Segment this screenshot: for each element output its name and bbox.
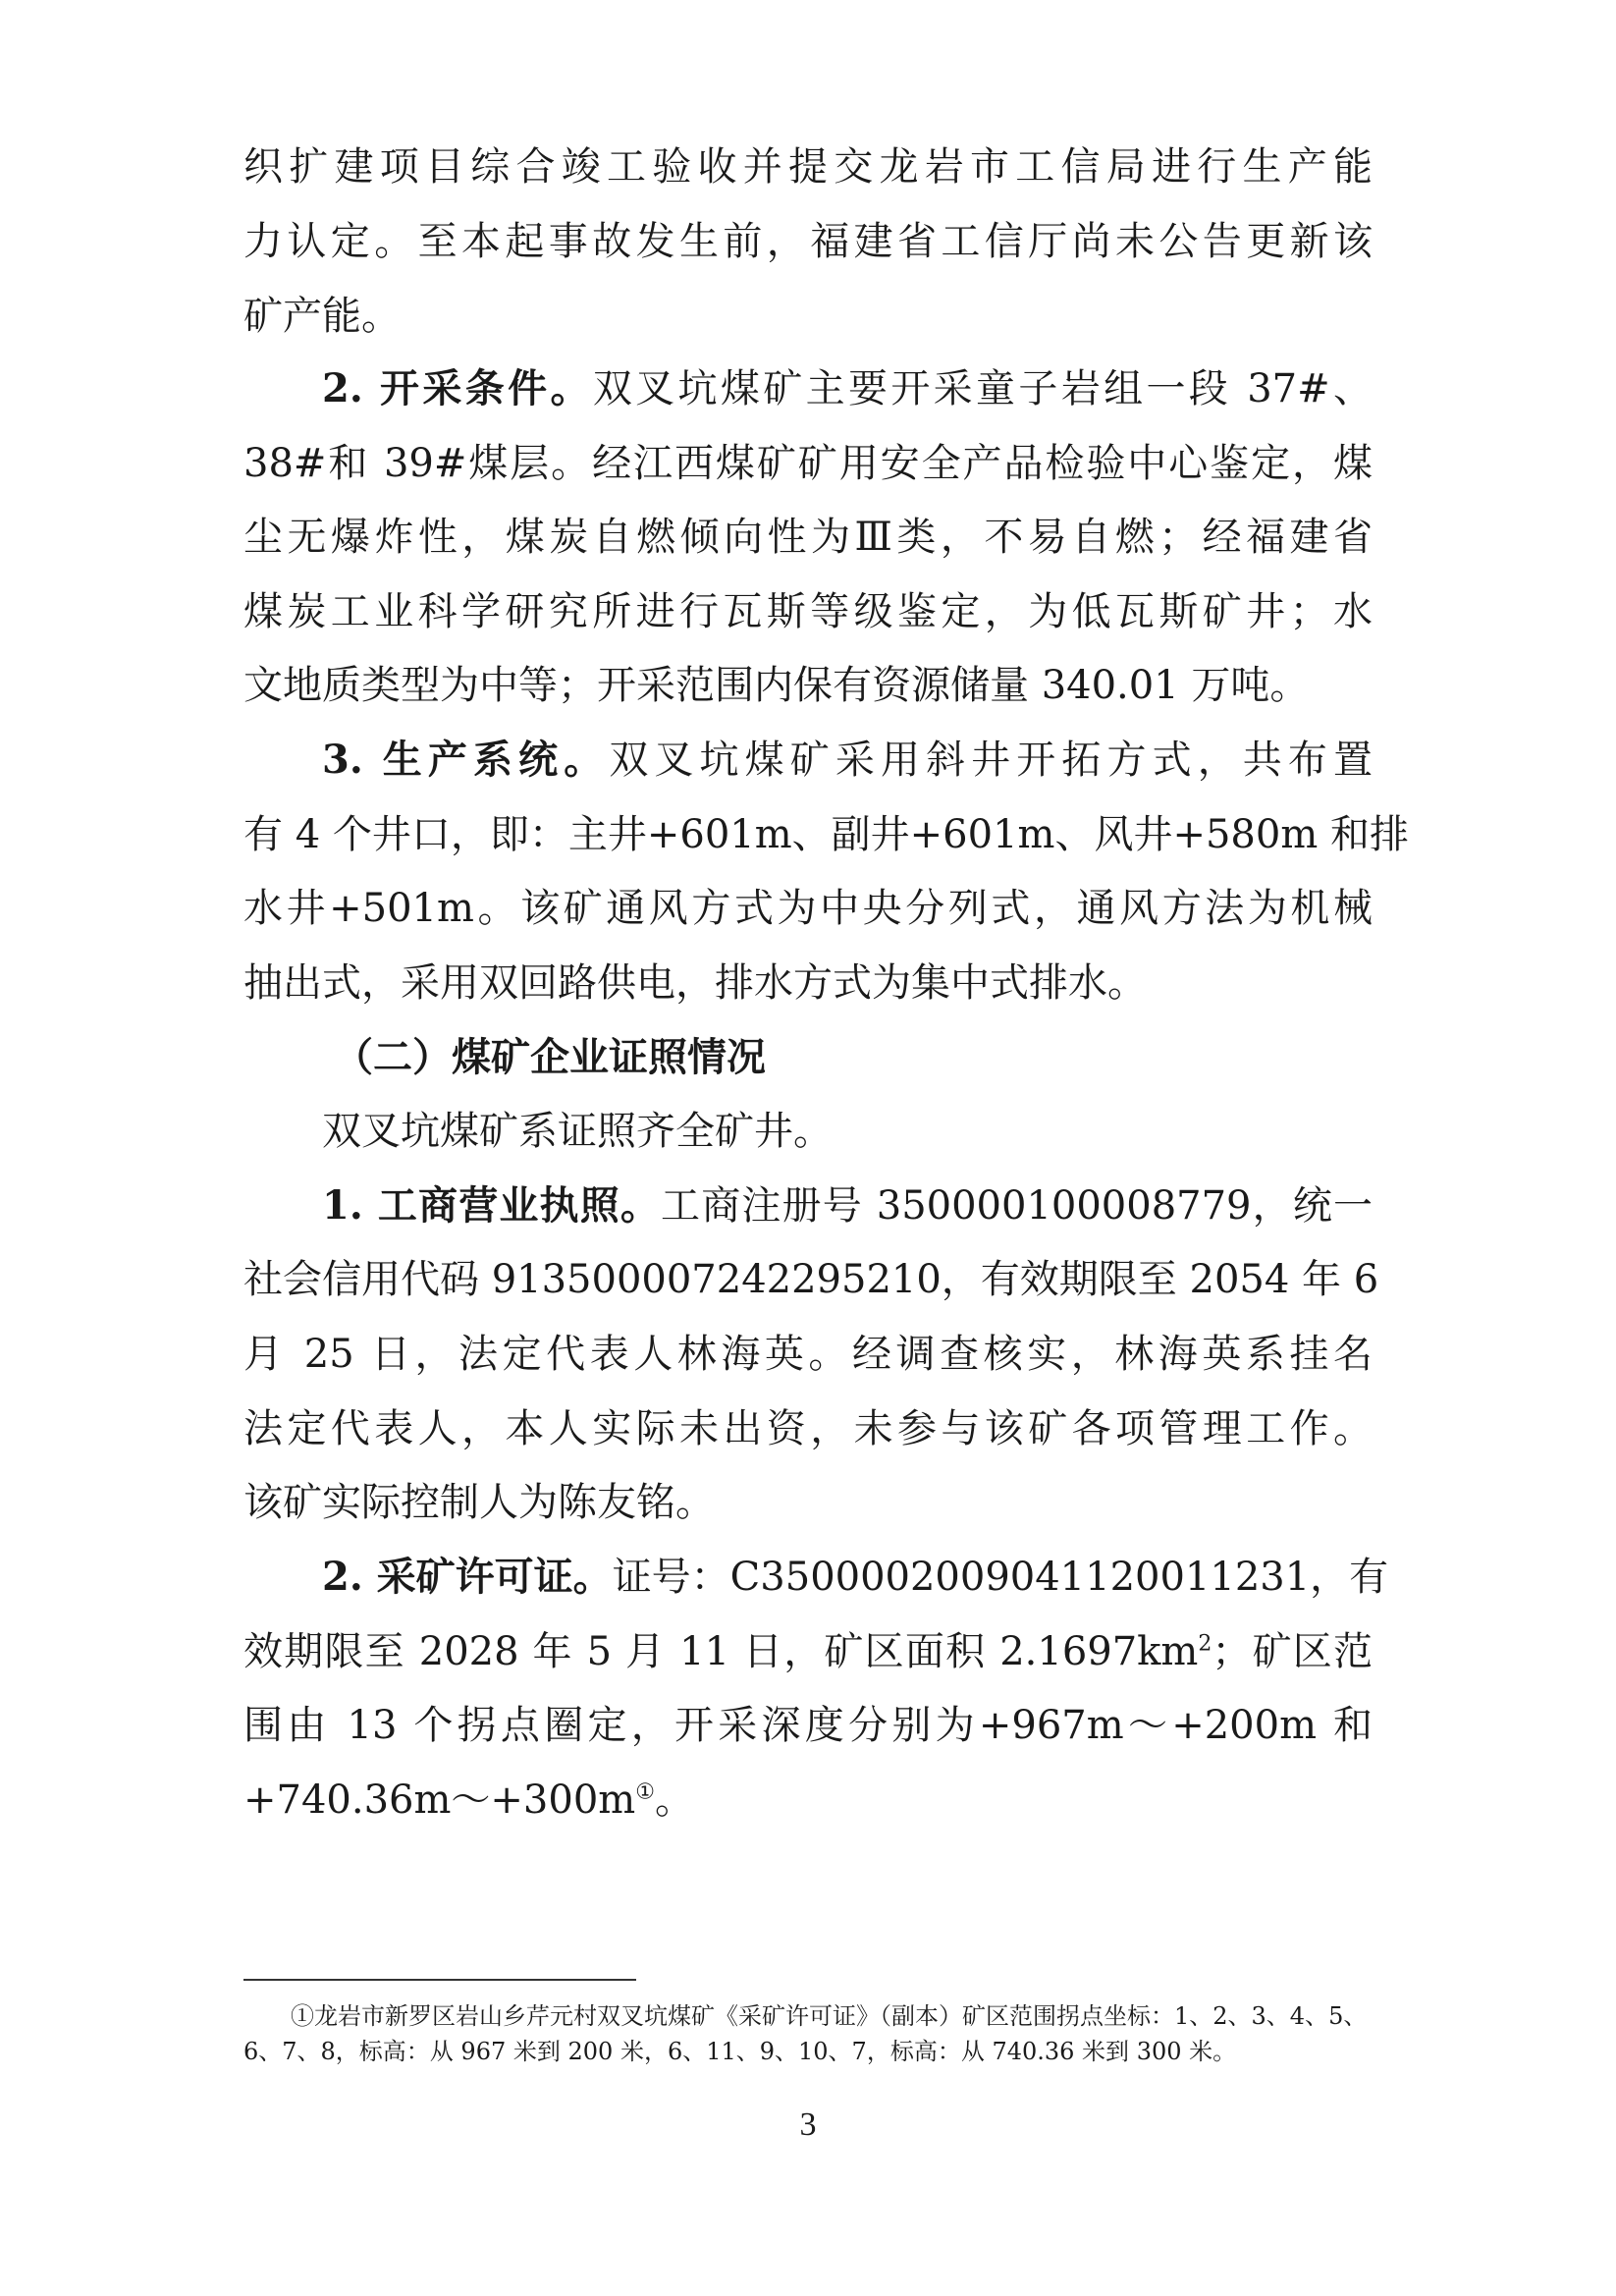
body-text-line: 织扩建项目综合竣工验收并提交龙岩市工信局进行生产能 <box>243 144 1373 190</box>
section-heading: （二）煤矿企业证照情况 <box>334 1034 766 1080</box>
body-text-fragment: 双叉坑煤矿主要开采童子岩组一段 37#、 <box>592 366 1373 411</box>
body-text-line: 社会信用代码 913500007242295210，有效期限至 2054 年 6 <box>243 1257 1379 1302</box>
body-text-line: 力认定。至本起事故发生前，福建省工信厅尚未公告更新该 <box>243 219 1373 264</box>
body-text-line: 38#和 39#煤层。经江西煤矿矿用安全产品检验中心鉴定，煤 <box>243 441 1373 486</box>
body-text-line: 水井+501m。该矿通风方式为中央分列式，通风方法为机械 <box>243 886 1373 931</box>
body-text-line: 尘无爆炸性，煤炭自燃倾向性为Ⅲ类，不易自燃；经福建省 <box>243 515 1373 560</box>
body-text-line <box>322 1178 1373 1233</box>
superscript: 2 <box>1198 1631 1212 1657</box>
body-text-line: 月 25 日，法定代表人林海英。经调查核实，林海英系挂名 <box>243 1332 1373 1377</box>
body-text-line <box>322 733 1373 788</box>
body-text-fragment: 证号：C3500002009041120011231，有 <box>612 1555 1389 1600</box>
footnote-line: ①龙岩市新罗区岩山乡芹元村双叉坑煤矿《采矿许可证》（副本）矿区范围拐点坐标：1、2、3、4、5、 <box>291 2002 1368 2030</box>
footnote-marker: ① <box>635 1779 655 1805</box>
footnote-line: 6、7、8，标高：从 967 米到 200 米，6、11、9、10、7，标高：从 740.36 米到 300 米。 <box>243 2038 1237 2065</box>
body-text-line: 有 4 个井口，即：主井+601m、副井+601m、风井+580m 和排 <box>243 812 1409 857</box>
paragraph-heading: 2. 开采条件。 <box>322 365 593 411</box>
body-text-line <box>243 1773 1373 1828</box>
body-text-fragment: 工商注册号 350000100008779，统一 <box>661 1183 1373 1229</box>
body-text-fragment: 双叉坑煤矿采用斜井开拓方式，共布置 <box>609 738 1374 783</box>
body-text-line <box>322 361 1373 416</box>
body-text-line: 文地质类型为中等；开采范围内保有资源储量 340.01 万吨。 <box>243 663 1310 708</box>
body-text-line <box>243 1624 1373 1679</box>
body-text-line: 该矿实际控制人为陈友铭。 <box>243 1480 715 1525</box>
footnote-separator <box>243 1979 636 1981</box>
body-text-line: 抽出式，采用双回路供电，排水方式为集中式排水。 <box>243 960 1147 1006</box>
body-text-line: 煤炭工业科学研究所进行瓦斯等级鉴定，为低瓦斯矿井；水 <box>243 589 1373 634</box>
body-text-fragment: ；矿区范 <box>1212 1629 1374 1674</box>
paragraph-heading: 1. 工商营业执照。 <box>322 1182 662 1229</box>
body-text-fragment: 。 <box>654 1777 694 1823</box>
body-text-line: 双叉坑煤矿系证照齐全矿井。 <box>322 1109 833 1154</box>
body-text-line: 围由 13 个拐点圈定，开采深度分别为+967m～+200m 和 <box>243 1703 1373 1748</box>
paragraph-heading: 2. 采矿许可证。 <box>322 1554 613 1600</box>
body-text-fragment: 效期限至 2028 年 5 月 11 日，矿区面积 2.1697km <box>243 1629 1199 1674</box>
body-text-line: 矿产能。 <box>243 294 401 339</box>
page-number: 3 <box>799 2106 817 2143</box>
body-text-fragment: +740.36m～+300m <box>243 1777 636 1823</box>
body-text-line: 法定代表人，本人实际未出资，未参与该矿各项管理工作。 <box>243 1406 1373 1451</box>
paragraph-heading: 3. 生产系统。 <box>322 737 610 783</box>
body-text-line <box>322 1550 1389 1605</box>
